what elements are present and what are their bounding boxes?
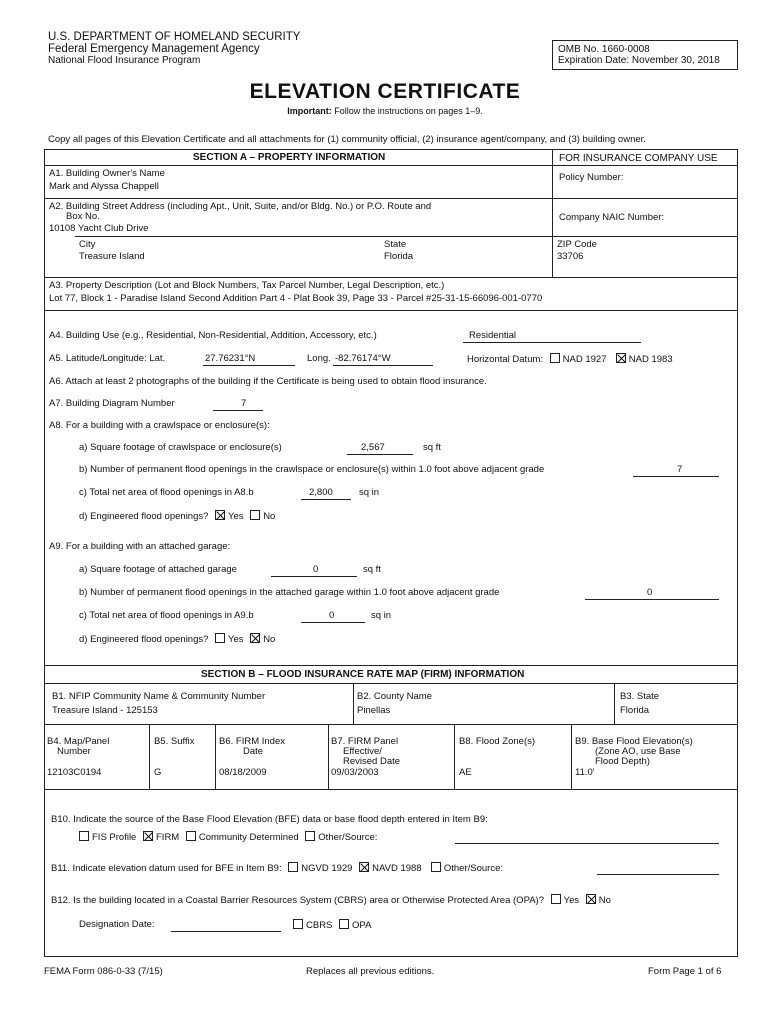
a8d-no-label: No xyxy=(263,511,276,522)
naic-label: Company NAIC Number: xyxy=(559,212,665,223)
underline xyxy=(171,931,281,932)
section-a-title: SECTION A – PROPERTY INFORMATION xyxy=(193,152,386,163)
omb-box xyxy=(552,40,738,70)
agency-line-2: Federal Emergency Management Agency xyxy=(48,43,260,55)
a7-diagram-number[interactable]: 7 xyxy=(241,398,247,409)
ngvd1929-checkbox[interactable] xyxy=(288,862,298,872)
rule xyxy=(552,150,553,277)
agency-line-3: National Flood Insurance Program xyxy=(48,55,201,66)
rule xyxy=(45,165,737,166)
rule xyxy=(45,665,737,666)
important-label: Important: xyxy=(287,106,332,116)
a9b-label: b) Number of permanent flood openings in the attached garage within 1.0 foot above adjacent grade xyxy=(79,587,500,598)
rule xyxy=(45,277,737,278)
a8a-unit: sq ft xyxy=(423,442,441,453)
b12-designation-options xyxy=(289,919,371,931)
a9d-label: d) Engineered flood openings? xyxy=(79,634,209,645)
nad1927-checkbox[interactable] xyxy=(550,353,560,363)
underline xyxy=(347,454,413,455)
underline xyxy=(203,365,295,366)
a9c-label: c) Total net area of flood openings in A9.b xyxy=(79,610,254,621)
a5-longitude[interactable]: -82.76174°W xyxy=(335,353,391,364)
a5-long-label: Long. xyxy=(307,353,331,364)
b1-community[interactable]: Treasure Island - 125153 xyxy=(52,705,158,716)
a9d-yes-checkbox[interactable] xyxy=(215,633,225,643)
zip-value[interactable]: 33706 xyxy=(557,251,584,262)
community-determined-checkbox[interactable] xyxy=(186,831,196,841)
b12-yes-label: Yes xyxy=(563,895,580,906)
city-value[interactable]: Treasure Island xyxy=(79,251,145,262)
b11-other-checkbox[interactable] xyxy=(431,862,441,872)
a9d-no-checkbox[interactable] xyxy=(250,633,260,643)
underline xyxy=(463,342,641,343)
b11-row xyxy=(51,862,503,874)
a8c-value[interactable]: 2,800 xyxy=(309,487,333,498)
b7-label-line2: Effective/ xyxy=(343,746,382,757)
firm-checkbox[interactable] xyxy=(143,831,153,841)
a8-label: A8. For a building with a crawlspace or enclosure(s): xyxy=(49,420,270,431)
community-determined-label: Community Determined xyxy=(198,832,299,843)
underline xyxy=(633,476,719,477)
nad1983-checkbox[interactable] xyxy=(616,353,626,363)
opa-checkbox[interactable] xyxy=(339,919,349,929)
a1-label: A1. Building Owner's Name xyxy=(49,168,165,179)
b7-panel-date[interactable]: 09/03/2003 xyxy=(331,767,379,778)
b1-label: B1. NFIP Community Name & Community Number xyxy=(52,691,266,702)
policy-number-label: Policy Number: xyxy=(559,172,624,183)
page-number: Form Page 1 of 6 xyxy=(648,966,722,977)
rule xyxy=(149,724,150,789)
opa-label: OPA xyxy=(352,920,372,931)
a8d-no-checkbox[interactable] xyxy=(250,510,260,520)
underline xyxy=(301,499,351,500)
state-label: State xyxy=(384,239,407,250)
b8-label: B8. Flood Zone(s) xyxy=(459,736,536,747)
a9a-value[interactable]: 0 xyxy=(313,564,319,575)
rule xyxy=(328,724,329,789)
a3-property-description[interactable]: Lot 77, Block 1 - Paradise Island Second Addition Part 4 - Plat Book 39, Page 33 - Parcel #25-31-15-66096-001-0770 xyxy=(49,293,543,304)
b8-flood-zone[interactable]: AE xyxy=(459,767,472,778)
nad1983-label: NAD 1983 xyxy=(628,354,673,365)
section-b-title: SECTION B – FLOOD INSURANCE RATE MAP (FIRM) INFORMATION xyxy=(201,669,525,680)
b4-map-panel[interactable]: 12103C0194 xyxy=(47,767,102,778)
rule xyxy=(45,198,737,199)
rule xyxy=(45,789,737,790)
a8d-yes-label: Yes xyxy=(228,511,244,522)
b6-index-date[interactable]: 08/18/2009 xyxy=(219,767,267,778)
form-number: FEMA Form 086-0-33 (7/15) xyxy=(44,966,163,977)
a9b-value[interactable]: 0 xyxy=(647,587,653,598)
a4-building-use[interactable]: Residential xyxy=(469,330,516,341)
a9c-value[interactable]: 0 xyxy=(329,610,335,621)
b9-label-line2: (Zone AO, use Base xyxy=(595,746,681,757)
form-frame xyxy=(44,149,738,957)
underline xyxy=(301,622,365,623)
cbrs-label: CBRS xyxy=(306,920,333,931)
horizontal-datum-label: Horizontal Datum: xyxy=(467,354,544,365)
a2-label-line2: Box No. xyxy=(66,211,100,222)
form-title: ELEVATION CERTIFICATE xyxy=(249,80,521,103)
underline xyxy=(333,365,433,366)
a8d-yes-checkbox[interactable] xyxy=(215,510,225,520)
agency-line-1: U.S. DEPARTMENT OF HOMELAND SECURITY xyxy=(48,31,301,43)
a8b-label: b) Number of permanent flood openings in the crawlspace or enclosure(s) within 1.0 foot above adjacent grade xyxy=(79,464,545,475)
fis-profile-label: FIS Profile xyxy=(92,832,137,843)
rule xyxy=(454,724,455,789)
a8c-unit: sq in xyxy=(359,487,380,498)
b12-label: B12. Is the building located in a Coastal Barrier Resources System (CBRS) area or Otherwise Protected Area (OPA)? xyxy=(51,895,544,906)
a1-owner-name[interactable]: Mark and Alyssa Chappell xyxy=(49,181,159,192)
underline xyxy=(597,874,719,875)
fis-profile-checkbox[interactable] xyxy=(79,831,89,841)
b10-label: B10. Indicate the source of the Base Flood Elevation (BFE) data or base flood depth entered in Item B9: xyxy=(51,814,488,825)
b2-label: B2. County Name xyxy=(357,691,432,702)
city-label: City xyxy=(79,239,96,250)
a4-label: A4. Building Use (e.g., Residential, Non-Residential, Addition, Accessory, etc.) xyxy=(49,330,377,341)
rule xyxy=(571,724,572,789)
a9d-no-label: No xyxy=(263,634,276,645)
b5-suffix[interactable]: G xyxy=(154,767,162,778)
b12-no-label: No xyxy=(598,895,611,906)
a5-label: A5. Latitude/Longitude: Lat. xyxy=(49,353,166,364)
b9-label: B9. Base Flood Elevation(s) xyxy=(575,736,693,747)
firm-label: FIRM xyxy=(156,832,180,843)
b12-row xyxy=(51,894,611,906)
b12-no-checkbox[interactable] xyxy=(586,894,596,904)
a8d-label: d) Engineered flood openings? xyxy=(79,511,209,522)
cbrs-checkbox[interactable] xyxy=(293,919,303,929)
replaces-note: Replaces all previous editions. xyxy=(306,966,435,977)
nad1927-label: NAD 1927 xyxy=(562,354,607,365)
a8a-label: a) Square footage of crawlspace or enclosure(s) xyxy=(79,442,282,453)
a9d-yes-label: Yes xyxy=(228,634,244,645)
b3-label: B3. State xyxy=(620,691,660,702)
b6-label-line2: Date xyxy=(243,746,264,757)
agency-header xyxy=(48,31,300,67)
b7-label-line3: Revised Date xyxy=(343,756,401,767)
underline xyxy=(213,410,263,411)
a5-horizontal-datum xyxy=(467,353,673,365)
b4-label: B4. Map/Panel xyxy=(47,736,110,747)
navd1988-checkbox[interactable] xyxy=(359,862,369,872)
b11-other-label: Other/Source: xyxy=(443,863,503,874)
a3-label: A3. Property Description (Lot and Block Numbers, Tax Parcel Number, Legal Description, etc.) xyxy=(49,280,445,291)
b11-label: B11. Indicate elevation datum used for BFE in Item B9: xyxy=(51,863,282,874)
a9a-unit: sq ft xyxy=(363,564,381,575)
b7-label: B7. FIRM Panel xyxy=(331,736,399,747)
b5-label: B5. Suffix xyxy=(154,736,195,747)
b12-yes-checkbox[interactable] xyxy=(551,894,561,904)
a5-latitude[interactable]: 27.76231°N xyxy=(205,353,256,364)
underline xyxy=(455,843,719,844)
copy-note: Copy all pages of this Elevation Certificate and all attachments for (1) community official, (2) insurance agent/company, and (3) building owner. xyxy=(48,134,646,145)
omb-expiration: Expiration Date: November 30, 2018 xyxy=(558,55,720,66)
underline xyxy=(585,599,719,600)
b6-label: B6. FIRM Index xyxy=(219,736,285,747)
a2-label: A2. Building Street Address (including Apt., Unit, Suite, and/or Bldg. No.) or P.O. Route and xyxy=(49,201,432,212)
important-text: Follow the instructions on pages 1–9. xyxy=(331,106,483,116)
insurance-use-header: FOR INSURANCE COMPANY USE xyxy=(559,153,718,164)
b9-base-flood-elevation[interactable]: 11.0' xyxy=(575,767,595,778)
a8b-value[interactable]: 7 xyxy=(677,464,683,475)
rule xyxy=(614,683,615,724)
rule xyxy=(353,683,354,724)
a9d-row xyxy=(79,633,275,645)
underline xyxy=(271,576,357,577)
rule xyxy=(215,724,216,789)
state-value[interactable]: Florida xyxy=(384,251,414,262)
a6-label: A6. Attach at least 2 photographs of the building if the Certificate is being used to obtain flood insurance. xyxy=(49,376,487,387)
a8d-row xyxy=(79,510,275,522)
ngvd1929-label: NGVD 1929 xyxy=(301,863,353,874)
a9c-unit: sq in xyxy=(371,610,392,621)
a8c-label: c) Total net area of flood openings in A8.b xyxy=(79,487,254,498)
b2-county[interactable]: Pinellas xyxy=(357,705,391,716)
b10-other-checkbox[interactable] xyxy=(305,831,315,841)
rule xyxy=(75,236,737,237)
a9a-label: a) Square footage of attached garage xyxy=(79,564,237,575)
designation-date-label: Designation Date: xyxy=(79,919,155,930)
rule xyxy=(45,310,737,311)
a7-label: A7. Building Diagram Number xyxy=(49,398,175,409)
a9-label: A9. For a building with an attached garage: xyxy=(49,541,231,552)
b9-label-line3: Flood Depth) xyxy=(595,756,650,767)
a2-street-address[interactable]: 10108 Yacht Club Drive xyxy=(49,223,149,234)
omb-number: OMB No. 1660-0008 xyxy=(558,44,650,55)
form-subtitle xyxy=(0,106,770,116)
zip-label: ZIP Code xyxy=(557,239,597,250)
a8a-value[interactable]: 2,567 xyxy=(361,442,385,453)
b10-options xyxy=(75,831,377,843)
rule xyxy=(45,683,737,684)
b10-other-label: Other/Source: xyxy=(318,832,378,843)
b3-state[interactable]: Florida xyxy=(620,705,650,716)
b4-label-line2: Number xyxy=(57,746,91,757)
navd1988-label: NAVD 1988 xyxy=(372,863,422,874)
